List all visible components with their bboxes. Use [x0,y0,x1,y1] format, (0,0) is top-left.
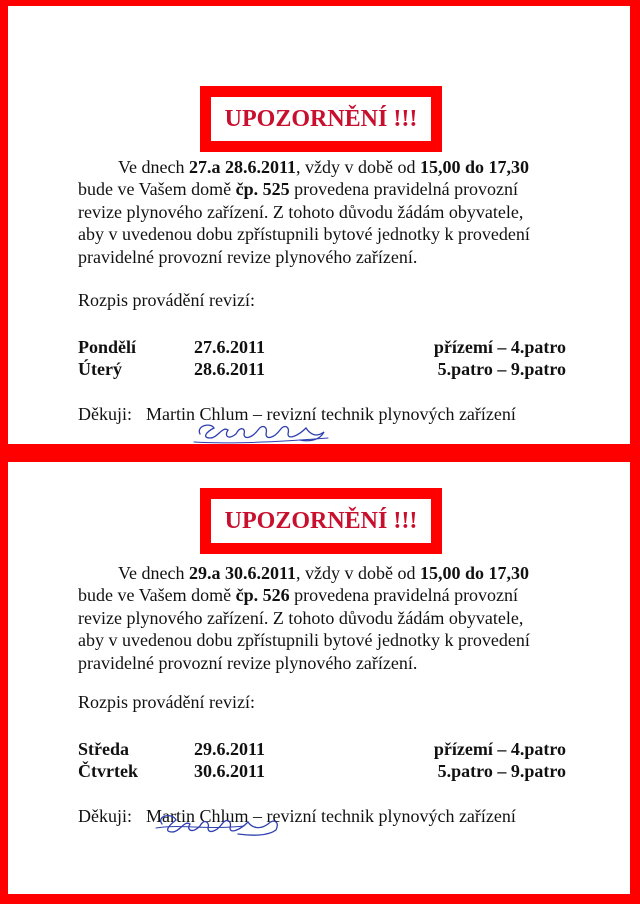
time-do-bold: do [464,563,484,583]
notice-paragraph [78,562,578,674]
schedule-day: Úterý [78,359,122,379]
time-from-bold: 15,00 [419,157,461,177]
schedule-row [78,358,578,380]
schedule-table [78,738,578,782]
time-to-bold: 17,30 [488,563,529,583]
schedule-date: 29.6.2011 [194,739,266,759]
title-frame [200,86,442,152]
notice-title: UPOZORNĚNÍ !!! [224,507,418,534]
notice-paragraph [78,156,578,268]
dates-bold: 29.a 30.6.2011 [188,563,296,583]
paragraph-line-4: aby v uvedenou dobu zpřístupnili bytové jednotky k provedení [78,630,530,651]
time-to-bold: 17,30 [488,157,529,177]
schedule-heading: Rozpis provádění revizí: [78,290,255,310]
thanks-label: Děkuji: [78,404,132,424]
schedule-row [78,760,578,782]
paragraph-line-2: bude ve Vašem domě čp. 526 provedena pravidelná provozní [78,585,519,606]
paragraph-line-5: pravidelné provozní revize plynového zařízení. [78,246,418,267]
dates-bold: 27.a 28.6.2011 [188,157,296,177]
schedule-day: Středa [78,739,129,759]
schedule-row [78,336,578,358]
paragraph-line-2: bude ve Vašem domě čp. 525 provedena pravidelná provozní [78,179,519,200]
title-box [211,97,431,141]
schedule-floors: 5.patro – 9.patro [437,761,566,781]
paragraph-line-5: pravidelné provozní revize plynového zařízení. [78,652,418,673]
schedule-date: 30.6.2011 [194,761,266,781]
schedule-table [78,336,578,380]
schedule-heading: Rozpis provádění revizí: [78,692,255,712]
schedule-floors: 5.patro – 9.patro [437,359,566,379]
handwritten-signature [188,412,348,444]
title-box [211,499,431,543]
notice-title: UPOZORNĚNÍ !!! [224,105,418,132]
building-number: čp. 526 [235,585,290,606]
schedule-day: Čtvrtek [78,761,138,781]
schedule-floors: přízemí – 4.patro [433,337,566,357]
schedule-day: Pondělí [78,337,137,357]
technician-name: Martin Chlum – revizní technik plynových zařízení [146,806,516,826]
building-number: čp. 525 [235,179,290,200]
schedule-date: 28.6.2011 [194,359,266,379]
technician-name: Martin Chlum – revizní technik plynových zařízení [146,404,516,424]
time-from-bold: 15,00 [419,563,461,583]
schedule-row [78,738,578,760]
thanks-label: Děkuji: [78,806,132,826]
handwritten-signature [148,804,308,844]
paragraph-line-1: Ve dnech 27.a 28.6.2011, vždy v době od 15,00 do 17,30 [118,157,529,177]
paragraph-line-3: revize plynového zařízení. Z tohoto důvodu žádám obyvatele, [78,201,524,222]
notice-sheet-1 [8,6,630,444]
notice-sheet-2 [8,462,630,894]
paragraph-line-1: Ve dnech 29.a 30.6.2011, vždy v době od 15,00 do 17,30 [118,563,529,583]
title-frame [200,488,442,554]
schedule-floors: přízemí – 4.patro [433,739,566,759]
paragraph-line-4: aby v uvedenou dobu zpřístupnili bytové jednotky k provedení [78,224,530,245]
time-do-bold: do [464,157,484,177]
schedule-date: 27.6.2011 [194,337,266,357]
paragraph-line-3: revize plynového zařízení. Z tohoto důvodu žádám obyvatele, [78,607,524,628]
